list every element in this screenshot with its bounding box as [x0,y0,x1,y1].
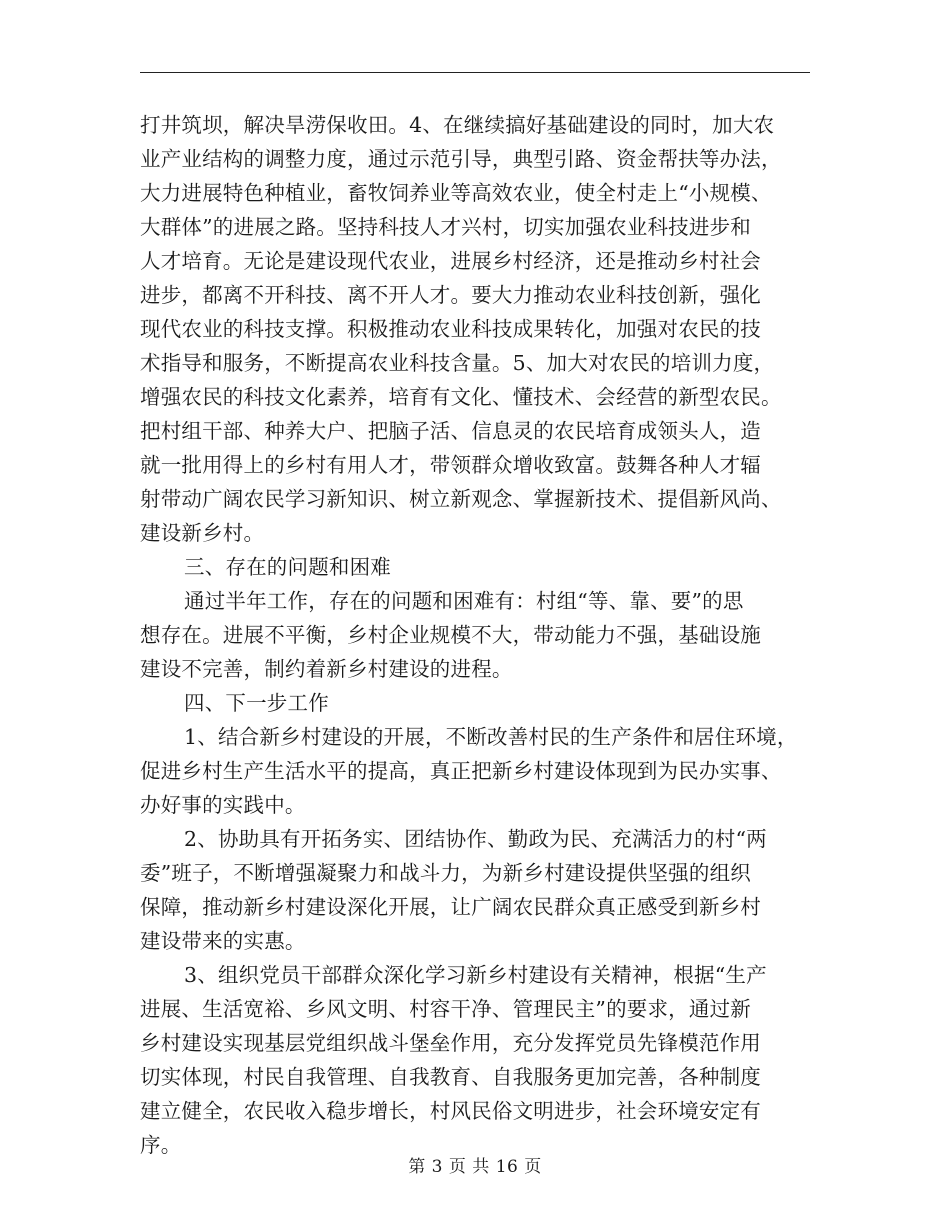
text-line: 建设新乡村。 [140,521,265,545]
text-line: 建设不完善，制约着新乡村建设的进程。 [140,657,513,681]
text-line: 射带动广阔农民学习新知识、树立新观念、掌握新技术、提倡新风尚、 [140,487,782,511]
text-line: 现代农业的科技支撑。积极推动农业科技成果转化，加强对农民的技 [140,317,761,341]
text-line: 大力进展特色种植业，畜牧饲养业等高效农业，使全村走上“小规模、 [140,181,772,205]
text-line: 序。 [140,1133,182,1157]
text-line: 打井筑坝，解决旱涝保收田。4、在继续搞好基础建设的同时，加大农 [140,113,775,137]
text-line: 增强农民的科技文化素养，培育有文化、懂技术、会经营的新型农民。 [140,385,782,409]
text-line: 业产业结构的调整力度，通过示范引导，典型引路、资金帮扶等办法， [140,147,782,171]
body-text [140,108,815,1162]
header-rule [140,72,810,73]
text-line: 2、协助具有开拓务实、团结协作、勤政为民、充满活力的村“两 [184,827,767,851]
text-line: 就一批用得上的乡村有用人才，带领群众增收致富。鼓舞各种人才辐 [140,453,761,477]
text-line: 建设带来的实惠。 [140,929,306,953]
text-line: 大群体”的进展之路。坚持科技人才兴村，切实加强农业科技进步和 [140,215,751,239]
text-line: 术指导和服务，不断提高农业科技含量。5、加大对农民的培训力度， [140,351,775,375]
text-line: 进步，都离不开科技、离不开人才。要大力推动农业科技创新，强化 [140,283,761,307]
text-line: 想存在。进展不平衡，乡村企业规模不大，带动能力不强，基础设施 [140,623,761,647]
text-line: 把村组干部、种养大户、把脑子活、信息灵的农民培育成领头人，造 [140,419,761,443]
text-line: 四、下一步工作 [184,691,329,715]
text-line: 建立健全，农民收入稳步增长，村风民俗文明进步，社会环境安定有 [140,1099,761,1123]
text-line: 1、结合新乡村建设的开展，不断改善村民的生产条件和居住环境， [184,725,798,749]
text-line: 进展、生活宽裕、乡风文明、村容干净、管理民主”的要求，通过新 [140,997,751,1021]
text-line: 乡村建设实现基层党组织战斗堡垒作用，充分发挥党员先锋模范作用 [140,1031,761,1055]
text-line: 3、组织党员干部群众深化学习新乡村建设有关精神，根据“生产 [184,963,767,987]
text-line: 切实体现，村民自我管理、自我教育、自我服务更加完善，各种制度 [140,1065,761,1089]
text-line: 通过半年工作，存在的问题和困难有：村组“等、靠、要”的思 [184,589,744,613]
text-line: 保障，推动新乡村建设深化开展，让广阔农民群众真正感受到新乡村 [140,895,761,919]
text-line: 办好事的实践中。 [140,793,306,817]
text-line: 人才培育。无论是建设现代农业，进展乡村经济，还是推动乡村社会 [140,249,761,273]
text-line: 委”班子，不断增强凝聚力和战斗力，为新乡村建设提供坚强的组织 [140,861,751,885]
page-number-footer: 第 3 页 共 16 页 [408,1157,542,1177]
text-line: 三、存在的问题和困难 [184,555,391,579]
text-line: 促进乡村生产生活水平的提高，真正把新乡村建设体现到为民办实事、 [140,759,782,783]
